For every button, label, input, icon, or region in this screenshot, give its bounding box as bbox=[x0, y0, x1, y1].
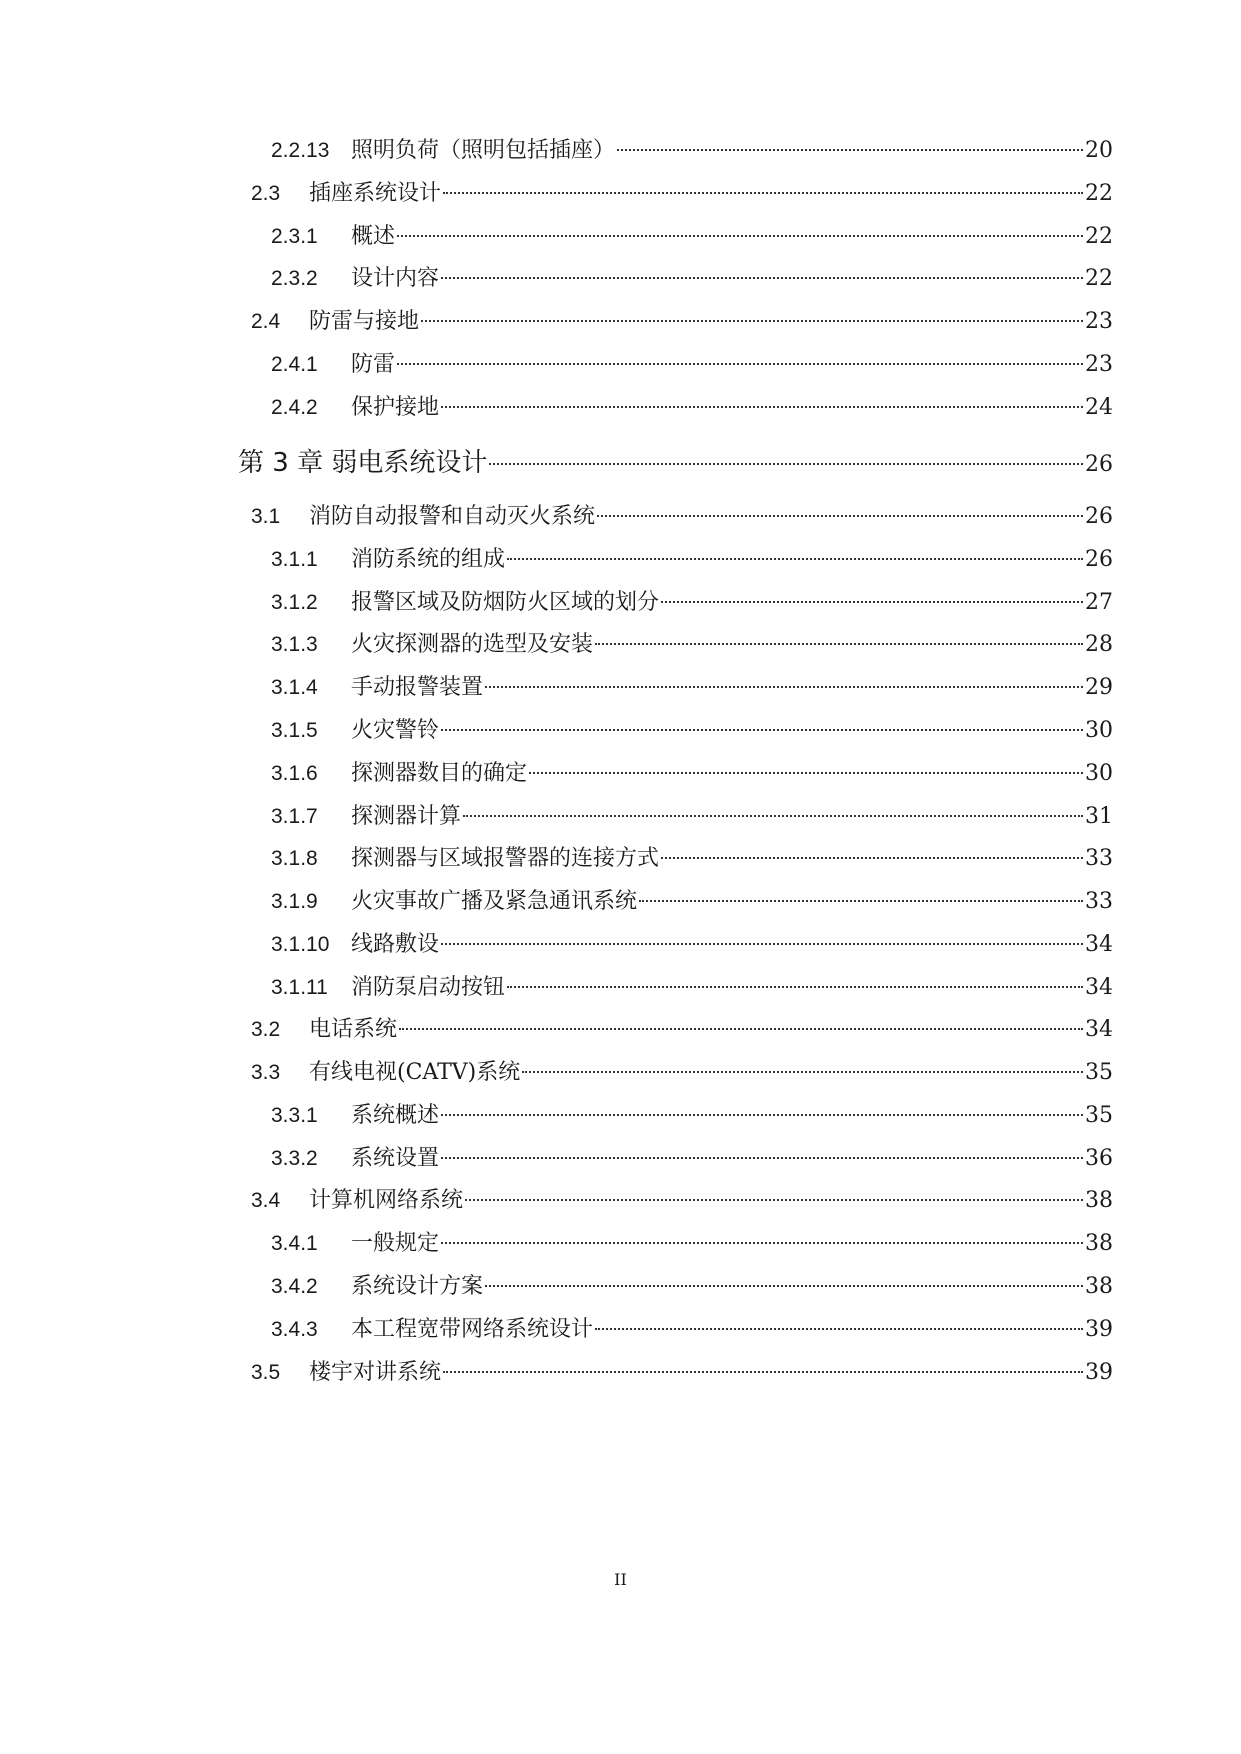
toc-entry-page: 23 bbox=[1085, 352, 1113, 377]
toc-entry-title: 系统概述 bbox=[351, 1103, 440, 1128]
toc-entry-title: 有线电视(CATV)系统 bbox=[309, 1060, 521, 1085]
toc-entry-title: 火灾警铃 bbox=[351, 718, 440, 743]
toc-entry-number: 3.1.7 bbox=[271, 805, 318, 828]
toc-entry-page: 35 bbox=[1085, 1103, 1113, 1128]
toc-entry-title: 防雷与接地 bbox=[309, 309, 420, 334]
toc-entry[interactable] bbox=[251, 1056, 1113, 1090]
toc-dot-leader bbox=[522, 1071, 1083, 1073]
toc-dot-leader bbox=[421, 320, 1083, 322]
toc-dot-leader bbox=[441, 277, 1083, 279]
toc-entry-page: 20 bbox=[1085, 138, 1113, 163]
toc-entry-title: 火灾事故广播及紧急通讯系统 bbox=[351, 889, 638, 914]
toc-entry-page: 39 bbox=[1085, 1360, 1113, 1385]
toc-entry-number: 3.1.1 bbox=[271, 548, 318, 571]
toc-entry[interactable] bbox=[271, 1099, 1113, 1133]
toc-entry-title: 系统设计方案 bbox=[351, 1274, 484, 1299]
toc-entry[interactable] bbox=[251, 1013, 1113, 1047]
toc-entry-title: 探测器与区域报警器的连接方式 bbox=[351, 846, 660, 871]
toc-dot-leader bbox=[595, 643, 1083, 645]
toc-entry-number: 3.4 bbox=[251, 1189, 281, 1212]
toc-entry-number: 3.5 bbox=[251, 1361, 281, 1384]
toc-entry-page: 34 bbox=[1085, 975, 1113, 1000]
toc-entry-title: 防雷 bbox=[351, 352, 396, 377]
toc-entry-page: 35 bbox=[1085, 1060, 1113, 1085]
toc-entry-page: 27 bbox=[1085, 590, 1113, 615]
toc-entry-title: 电话系统 bbox=[309, 1017, 398, 1042]
toc-dot-leader bbox=[597, 515, 1083, 517]
toc-entry-page: 29 bbox=[1085, 675, 1113, 700]
toc-entry-page: 36 bbox=[1085, 1146, 1113, 1171]
toc-entry[interactable] bbox=[251, 1184, 1113, 1218]
toc-dot-leader bbox=[441, 1114, 1083, 1116]
toc-entry-title: 楼宇对讲系统 bbox=[309, 1360, 442, 1385]
toc-entry[interactable] bbox=[251, 305, 1113, 339]
toc-entry-title: 线路敷设 bbox=[351, 932, 440, 957]
toc-dot-leader bbox=[661, 857, 1083, 859]
toc-entry-page: 33 bbox=[1085, 889, 1113, 914]
toc-entry-number: 3.2 bbox=[251, 1018, 281, 1041]
toc-entry-number: 3.4.3 bbox=[271, 1318, 318, 1341]
toc-entry-number: 2.2.13 bbox=[271, 139, 330, 162]
toc-dot-leader bbox=[441, 943, 1083, 945]
toc-entry-page: 22 bbox=[1085, 181, 1113, 206]
toc-entry[interactable] bbox=[271, 1313, 1113, 1347]
toc-entry[interactable] bbox=[271, 800, 1113, 834]
toc-dot-leader bbox=[397, 363, 1083, 365]
toc-dot-leader bbox=[441, 729, 1083, 731]
toc-entry-number: 3.4.1 bbox=[271, 1232, 318, 1255]
toc-entry-number: 3.1.8 bbox=[271, 847, 318, 870]
toc-entry-number: 3.1 bbox=[251, 505, 281, 528]
toc-dot-leader bbox=[489, 463, 1083, 465]
toc-entry-page: 24 bbox=[1085, 395, 1113, 420]
toc-entry-page: 26 bbox=[1085, 504, 1113, 529]
toc-dot-leader bbox=[441, 1242, 1083, 1244]
toc-entry-number: 3.1.11 bbox=[271, 976, 328, 999]
toc-entry-number: 2.4 bbox=[251, 310, 281, 333]
toc-dot-leader bbox=[485, 686, 1083, 688]
toc-entry-title: 消防泵启动按钮 bbox=[351, 975, 506, 1000]
toc-entry-page: 34 bbox=[1085, 1017, 1113, 1042]
toc-entry-number: 3.1.9 bbox=[271, 890, 318, 913]
toc-entry[interactable] bbox=[271, 1142, 1113, 1176]
toc-entry-number: 3.1.6 bbox=[271, 762, 318, 785]
toc-entry-number: 2.4.2 bbox=[271, 396, 318, 419]
toc-entry-page: 38 bbox=[1085, 1274, 1113, 1299]
toc-entry-number: 2.4.1 bbox=[271, 353, 318, 376]
toc-entry-title: 本工程宽带网络系统设计 bbox=[351, 1317, 594, 1342]
toc-dot-leader bbox=[507, 986, 1083, 988]
toc-entry-page: 28 bbox=[1085, 632, 1113, 657]
page-number-footer: II bbox=[614, 1570, 627, 1589]
toc-dot-leader bbox=[443, 1371, 1083, 1373]
toc-dot-leader bbox=[441, 406, 1083, 408]
toc-entry-number: 2.3.1 bbox=[271, 225, 318, 248]
toc-entry-title: 照明负荷（照明包括插座） bbox=[351, 138, 616, 163]
toc-entry-title: 保护接地 bbox=[351, 395, 440, 420]
toc-entry-number: 2.3 bbox=[251, 182, 281, 205]
toc-entry[interactable] bbox=[251, 500, 1113, 534]
toc-entry[interactable] bbox=[251, 177, 1113, 211]
toc-dot-leader bbox=[617, 149, 1083, 151]
toc-entry-page: 30 bbox=[1085, 761, 1113, 786]
toc-dot-leader bbox=[639, 900, 1083, 902]
toc-entry-page: 31 bbox=[1085, 804, 1113, 829]
toc-dot-leader bbox=[443, 192, 1083, 194]
toc-entry-number: 3.1.5 bbox=[271, 719, 318, 742]
toc-dot-leader bbox=[595, 1328, 1083, 1330]
toc-entry-page: 26 bbox=[1085, 452, 1113, 477]
toc-dot-leader bbox=[397, 235, 1083, 237]
toc-entry[interactable] bbox=[271, 543, 1113, 577]
toc-entry-number: 3.1.3 bbox=[271, 633, 318, 656]
toc-entry[interactable] bbox=[271, 1227, 1113, 1261]
toc-entry-title: 手动报警装置 bbox=[351, 675, 484, 700]
toc-entry[interactable] bbox=[271, 628, 1113, 662]
toc-entry[interactable] bbox=[271, 262, 1113, 296]
toc-dot-leader bbox=[463, 815, 1083, 817]
toc-dot-leader bbox=[399, 1028, 1083, 1030]
toc-entry[interactable] bbox=[271, 348, 1113, 382]
toc-dot-leader bbox=[661, 601, 1083, 603]
toc-entry[interactable] bbox=[271, 757, 1113, 791]
toc-entry[interactable] bbox=[271, 220, 1113, 254]
toc-entry[interactable] bbox=[271, 391, 1113, 425]
toc-entry[interactable] bbox=[271, 1270, 1113, 1304]
toc-entry-title: 计算机网络系统 bbox=[309, 1188, 464, 1213]
toc-entry-title: 探测器计算 bbox=[351, 804, 462, 829]
toc-dot-leader bbox=[485, 1285, 1083, 1287]
toc-entry-page: 30 bbox=[1085, 718, 1113, 743]
toc-entry-title: 插座系统设计 bbox=[309, 181, 442, 206]
toc-entry-title: 消防系统的组成 bbox=[351, 547, 506, 572]
toc-dot-leader bbox=[441, 1157, 1083, 1159]
toc-entry-number: 3.1.4 bbox=[271, 676, 318, 699]
toc-entry[interactable] bbox=[271, 134, 1113, 168]
toc-entry[interactable] bbox=[271, 586, 1113, 620]
toc-entry[interactable] bbox=[271, 971, 1113, 1005]
toc-entry-page: 33 bbox=[1085, 846, 1113, 871]
toc-dot-leader bbox=[529, 772, 1083, 774]
toc-entry-title: 系统设置 bbox=[351, 1146, 440, 1171]
toc-entry-title: 设计内容 bbox=[351, 266, 440, 291]
toc-entry-title: 一般规定 bbox=[351, 1231, 440, 1256]
toc-entry-title: 第 3 章 弱电系统设计 bbox=[238, 448, 488, 478]
toc-chapter-entry[interactable] bbox=[238, 441, 1113, 485]
toc-entry[interactable] bbox=[271, 671, 1113, 705]
toc-entry-page: 26 bbox=[1085, 547, 1113, 572]
toc-entry-page: 38 bbox=[1085, 1188, 1113, 1213]
toc-entry-page: 22 bbox=[1085, 266, 1113, 291]
toc-entry-page: 22 bbox=[1085, 224, 1113, 249]
toc-entry[interactable] bbox=[271, 842, 1113, 876]
toc-entry-number: 3.3.1 bbox=[271, 1104, 318, 1127]
toc-dot-leader bbox=[507, 558, 1083, 560]
toc-entry-title: 探测器数目的确定 bbox=[351, 761, 528, 786]
toc-entry-page: 38 bbox=[1085, 1231, 1113, 1256]
toc-entry-title: 消防自动报警和自动灭火系统 bbox=[309, 504, 596, 529]
toc-entry[interactable] bbox=[271, 885, 1113, 919]
toc-entry-page: 39 bbox=[1085, 1317, 1113, 1342]
toc-entry[interactable] bbox=[271, 714, 1113, 748]
toc-dot-leader bbox=[465, 1199, 1083, 1201]
toc-entry-page: 23 bbox=[1085, 309, 1113, 334]
toc-entry-number: 3.1.2 bbox=[271, 591, 318, 614]
toc-entry-number: 3.4.2 bbox=[271, 1275, 318, 1298]
toc-entry-title: 概述 bbox=[351, 224, 396, 249]
toc-entry-number: 2.3.2 bbox=[271, 267, 318, 290]
toc-entry[interactable] bbox=[251, 1356, 1113, 1390]
toc-entry-page: 34 bbox=[1085, 932, 1113, 957]
toc-entry-number: 3.1.10 bbox=[271, 933, 330, 956]
toc-entry[interactable] bbox=[271, 928, 1113, 962]
toc-entry-title: 报警区域及防烟防火区域的划分 bbox=[351, 590, 660, 615]
toc-entry-number: 3.3 bbox=[251, 1061, 281, 1084]
toc-entry-number: 3.3.2 bbox=[271, 1147, 318, 1170]
toc-entry-title: 火灾探测器的选型及安装 bbox=[351, 632, 594, 657]
